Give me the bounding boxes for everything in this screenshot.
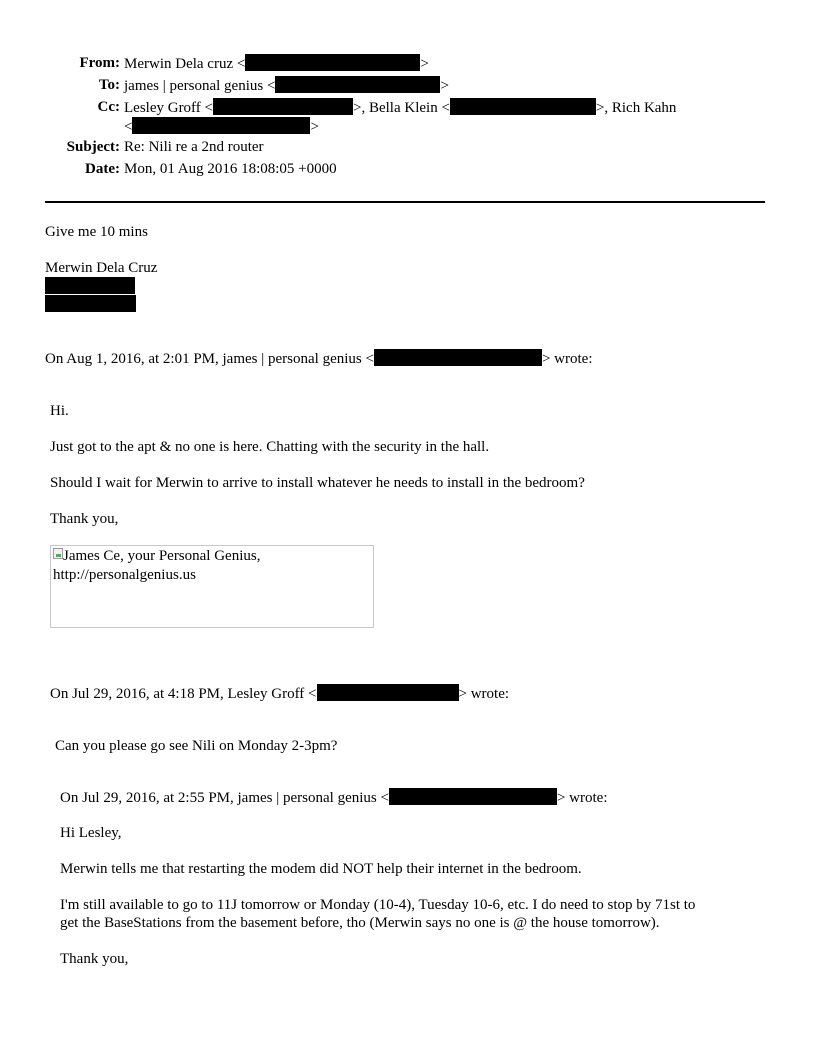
quote1-attr-text: On Aug 1, 2016, at 2:01 PM, james | personal genius < (45, 351, 374, 367)
reply-text: Give me 10 mins (45, 224, 148, 240)
cc-close: > (310, 119, 319, 135)
to-label: To: (98, 77, 120, 93)
quote1-closing: Thank you, (50, 511, 119, 527)
redacted-email (450, 98, 596, 115)
redacted-email (213, 98, 353, 115)
from-label: From: (79, 55, 120, 71)
quote1-greeting: Hi. (50, 403, 69, 419)
cc-name-2: >, Bella Klein < (353, 100, 450, 116)
quote1-attribution (45, 349, 592, 368)
to-name: james | personal genius < (124, 78, 276, 94)
quote3-attribution (60, 788, 607, 807)
redacted-email (374, 349, 542, 366)
quote3-closing: Thank you, (60, 951, 129, 967)
quote2-attr-wrote: > wrote: (458, 686, 510, 702)
quote3-paragraph-2b: get the BaseStations from the basement before, tho (Merwin says no one is @ the house tomorrow). (60, 915, 660, 931)
cc-name-1: Lesley Groff < (124, 100, 213, 116)
date-value: Mon, 01 Aug 2016 18:08:05 +0000 (124, 161, 337, 177)
subject-value: Re: Nili re a 2nd router (124, 139, 264, 155)
quote3-attr-text: On Jul 29, 2016, at 2:55 PM, james | personal genius < (60, 790, 389, 806)
from-name: Merwin Dela cruz < (124, 56, 246, 72)
to-close: > (440, 78, 449, 94)
cc-label: Cc: (97, 99, 120, 115)
redacted-email (389, 788, 557, 805)
header-divider (45, 201, 765, 203)
redacted-email (275, 76, 440, 93)
quote1-attr-wrote: > wrote: (541, 351, 593, 367)
quote2-paragraph: Can you please go see Nili on Monday 2-3pm? (55, 738, 338, 754)
to-value (124, 76, 449, 95)
cc-name-3: >, Rich Kahn (595, 100, 677, 116)
image-alt-text: James Ce, your Personal Genius, http://personalgenius.us (53, 548, 261, 583)
cc-value-cont (124, 117, 319, 136)
redacted-signature-line (45, 295, 136, 312)
quote3-greeting: Hi Lesley, (60, 825, 122, 841)
from-close: > (420, 56, 429, 72)
redacted-email (245, 54, 420, 71)
cc-open: < (124, 119, 133, 135)
date-label: Date: (85, 161, 120, 177)
quote3-attr-wrote: > wrote: (556, 790, 608, 806)
redacted-email (317, 684, 459, 701)
quote2-attribution (50, 684, 509, 703)
quote3-paragraph-2a: I'm still available to go to 11J tomorrow or Monday (10-4), Tuesday 10-6, etc. I do need to stop by 71st to (60, 897, 696, 913)
quote1-paragraph-1: Just got to the apt & no one is here. Chatting with the security in the hall. (50, 439, 490, 455)
signature-image-placeholder[interactable] (50, 545, 374, 628)
quote3-paragraph-1: Merwin tells me that restarting the modem did NOT help their internet in the bedroom. (60, 861, 582, 877)
redacted-email (132, 117, 310, 134)
subject-label: Subject: (66, 139, 120, 155)
quote1-paragraph-2: Should I wait for Merwin to arrive to install whatever he needs to install in the bedroom? (50, 475, 585, 491)
cc-value (124, 98, 676, 117)
redacted-signature-line (45, 277, 135, 294)
quote2-attr-text: On Jul 29, 2016, at 4:18 PM, Lesley Groff < (50, 686, 317, 702)
from-value (124, 54, 429, 73)
signature-name: Merwin Dela Cruz (45, 260, 158, 276)
